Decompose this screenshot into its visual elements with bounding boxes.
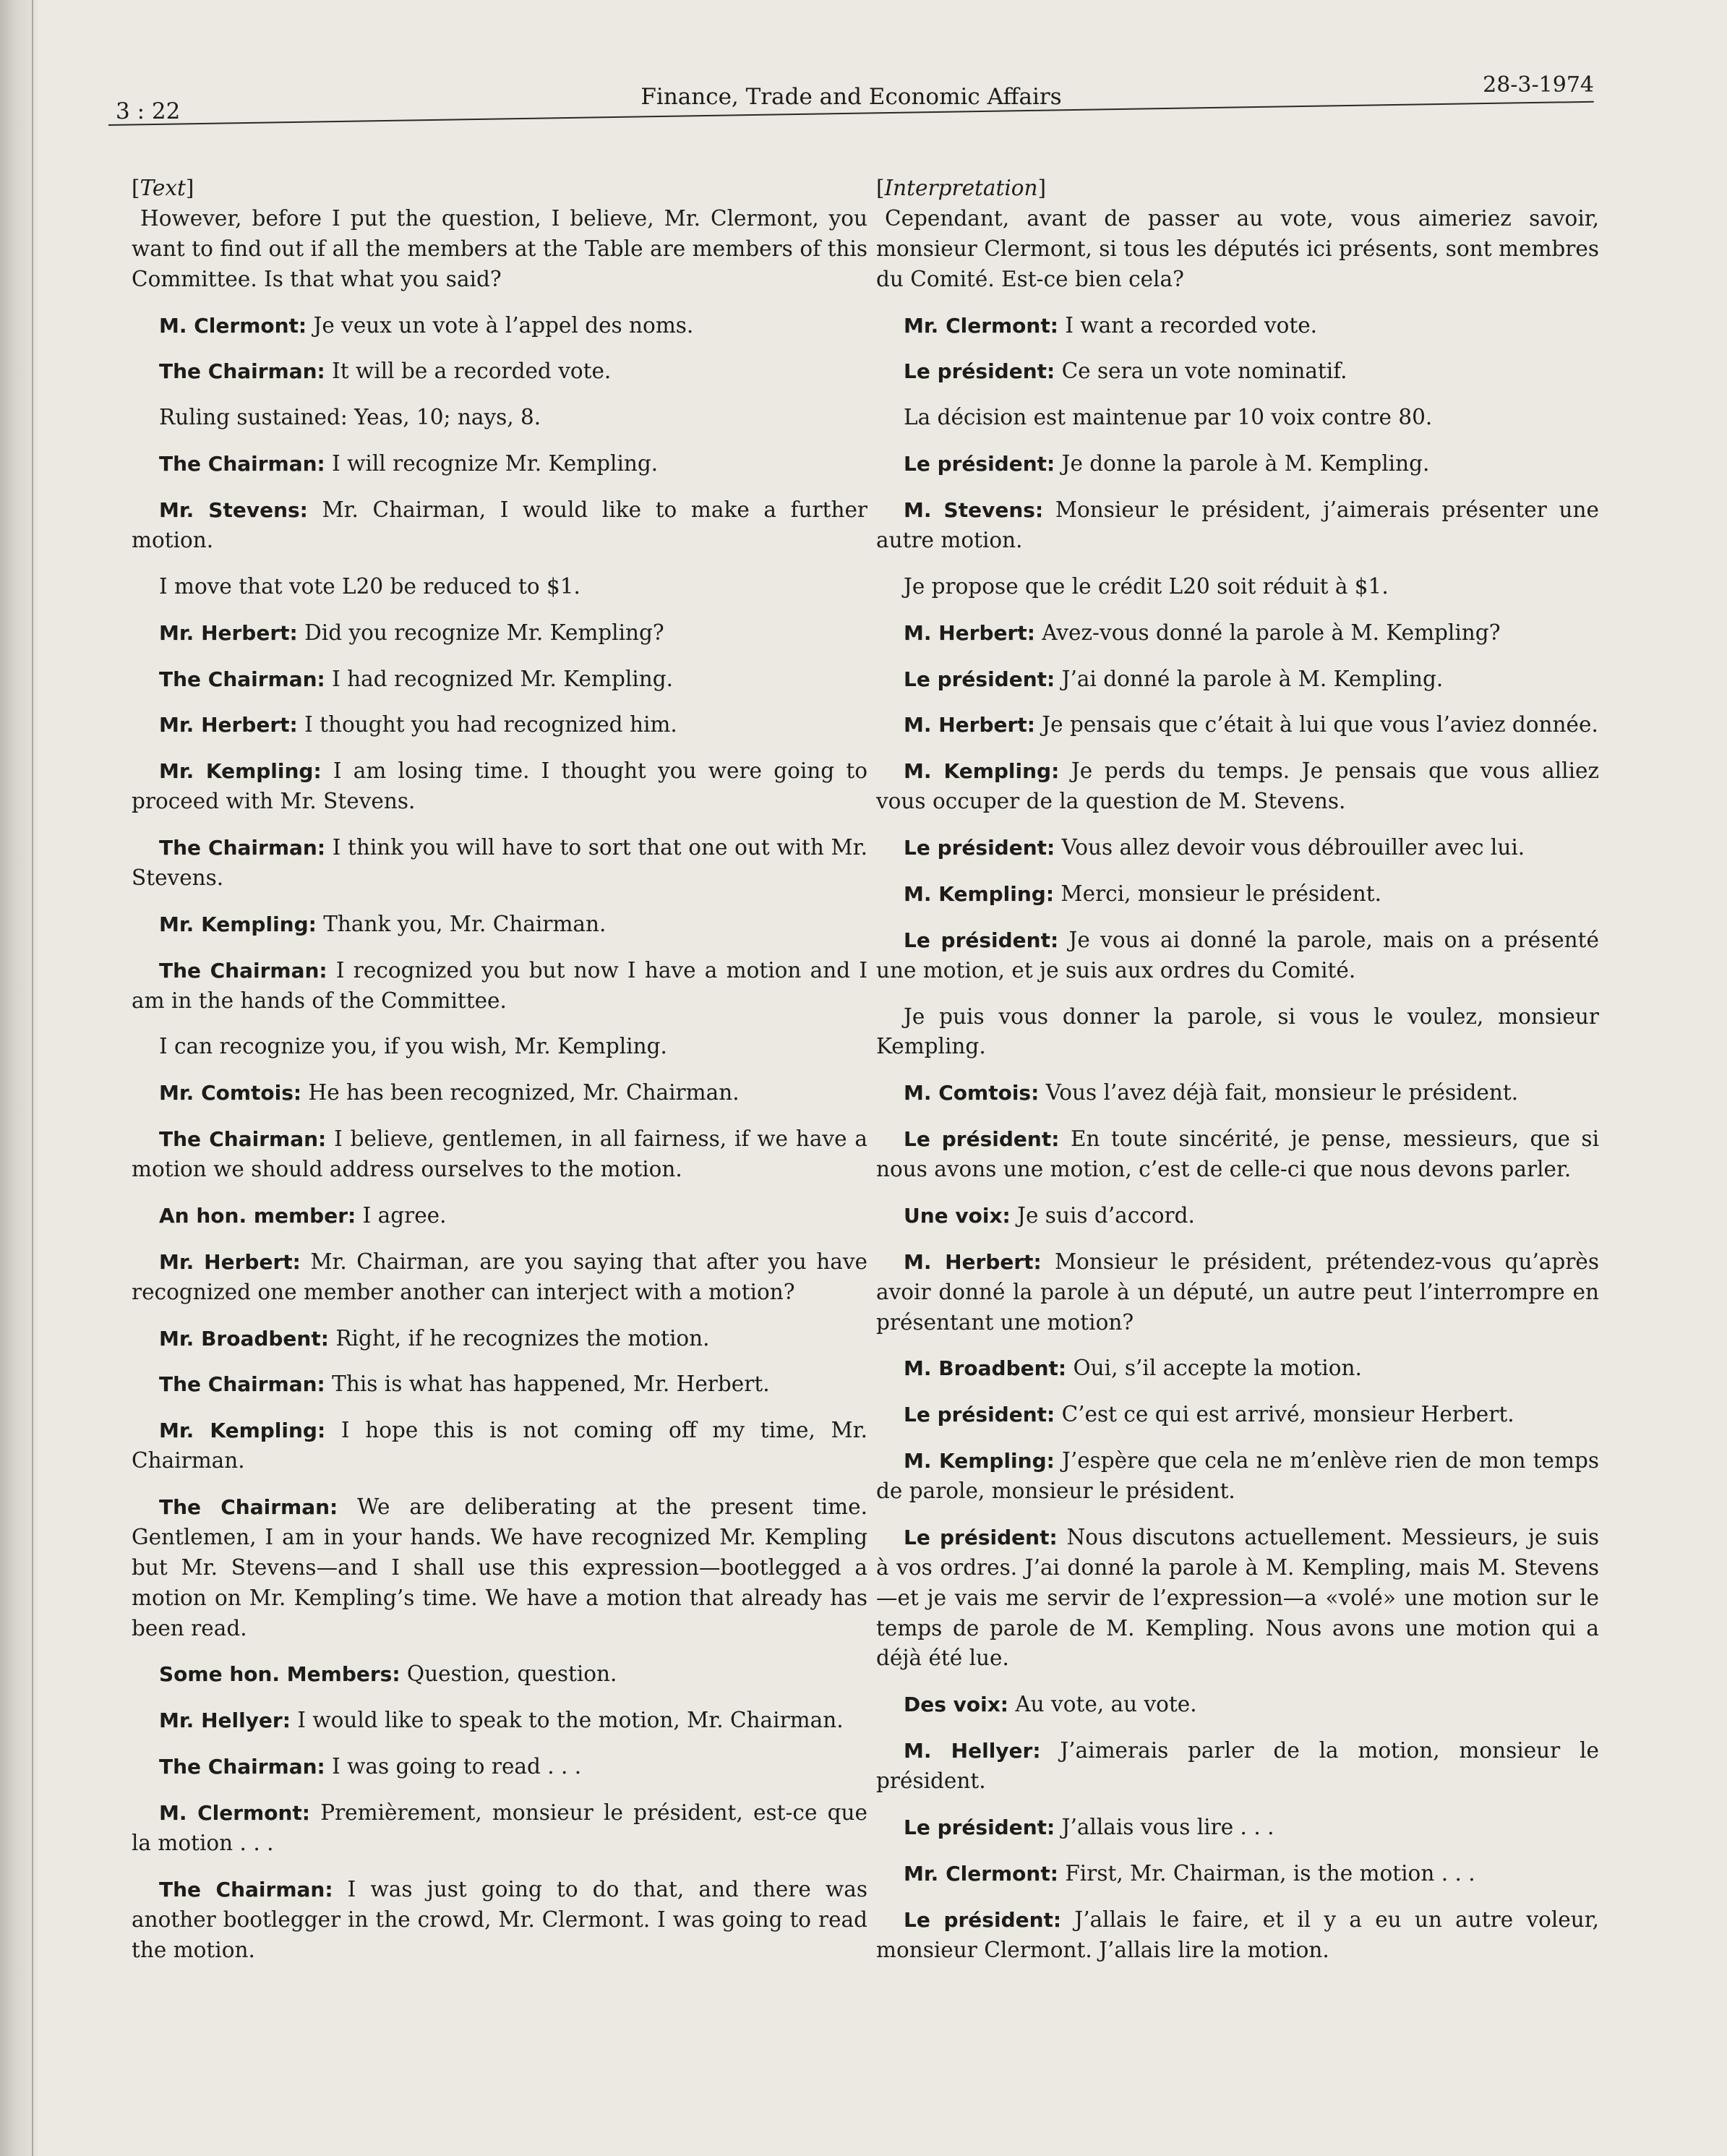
transcript-paragraph xyxy=(876,1690,1599,1720)
speaker-name: Le président: xyxy=(904,359,1055,384)
speech-text: I want a recorded vote. xyxy=(1058,312,1318,338)
speaker-name: The Chairman: xyxy=(159,836,326,860)
transcript-paragraph xyxy=(132,356,867,387)
transcript-paragraph xyxy=(132,1201,867,1231)
transcript-paragraph xyxy=(132,1369,867,1400)
speech-text: I will recognize Mr. Kempling. xyxy=(325,451,659,476)
transcript-paragraph xyxy=(132,1124,867,1185)
speech-text: I hope this is not coming off my time, Mr. Chairman. xyxy=(132,1418,867,1473)
page-date: 28-3-1974 xyxy=(1483,72,1594,98)
speaker-name: M. Clermont: xyxy=(159,313,307,338)
speech-text: I recognized you but now I have a motion and I am in the hands of the Committee. xyxy=(132,957,867,1013)
transcript-paragraph xyxy=(876,356,1599,387)
speaker-name: The Chairman: xyxy=(159,1127,327,1152)
speaker-name: Mr. Herbert: xyxy=(159,620,298,645)
speaker-name: Des voix: xyxy=(904,1693,1008,1717)
transcript-paragraph xyxy=(876,618,1599,649)
section-label-text: [ Text ] xyxy=(132,174,867,204)
speech-text: J’ai donné la parole à M. Kempling. xyxy=(1055,666,1444,691)
speaker-name: M. Broadbent: xyxy=(904,1356,1067,1381)
transcript-paragraph xyxy=(876,572,1599,602)
speech-text: First, Mr. Chairman, is the motion . . . xyxy=(1058,1860,1475,1886)
transcript-paragraph xyxy=(876,879,1599,910)
transcript-paragraph xyxy=(876,311,1599,341)
speaker-name: M. Kempling: xyxy=(904,1449,1055,1473)
speaker-name: M. Stevens: xyxy=(904,498,1044,522)
speaker-name: The Chairman: xyxy=(159,1495,338,1519)
speaker-name: Mr. Herbert: xyxy=(159,713,298,737)
transcript-paragraph xyxy=(132,1659,867,1690)
speaker-name: Mr. Kempling: xyxy=(159,912,317,936)
speaker-name: An hon. member: xyxy=(159,1203,356,1228)
transcript-paragraph xyxy=(132,1875,867,1966)
right-paragraphs xyxy=(876,204,1599,1966)
speaker-name: The Chairman: xyxy=(159,1372,325,1397)
transcript-paragraph xyxy=(876,710,1599,740)
speaker-name: Le président: xyxy=(904,452,1055,476)
speech-text: Ruling sustained: Yeas, 10; nays, 8. xyxy=(159,405,541,430)
transcript-paragraph xyxy=(132,710,867,740)
speaker-name: Le président: xyxy=(904,1907,1062,1932)
speech-text: Nous discutons actuellement. Messieurs, je suis à vos ordres. J’ai donné la parole à M. Kempling, mais M. Stevens—et je vais me servir de l’expression—a «volé» une motion sur le temps de parole de M. Kempling. Nous avons une motion qui a déjà été lue. xyxy=(876,1524,1600,1671)
transcript-paragraph xyxy=(132,495,867,556)
speaker-name: Le président: xyxy=(904,1403,1055,1427)
transcript-paragraph xyxy=(876,1446,1599,1507)
transcript-paragraph xyxy=(876,1736,1599,1797)
transcript-paragraph xyxy=(132,833,867,894)
transcript-paragraph xyxy=(876,403,1599,433)
speaker-name: Some hon. Members: xyxy=(159,1662,400,1687)
speaker-name: M. Kempling: xyxy=(904,759,1060,784)
transcript-paragraph xyxy=(132,1078,867,1108)
transcript-paragraph xyxy=(876,925,1599,986)
speaker-name: Mr. Clermont: xyxy=(904,313,1058,338)
speech-text: I move that vote L20 be reduced to $1. xyxy=(159,573,580,599)
speaker-name: Le président: xyxy=(904,1815,1055,1839)
speaker-name: Mr. Stevens: xyxy=(159,498,308,522)
transcript-paragraph xyxy=(132,1032,867,1062)
transcript-paragraph xyxy=(876,1124,1599,1185)
speech-text: He has been recognized, Mr. Chairman. xyxy=(301,1080,740,1105)
speaker-name: Le président: xyxy=(904,928,1059,952)
transcript-paragraph xyxy=(132,910,867,940)
right-column xyxy=(876,174,1599,1981)
speech-text: Cependant, avant de passer au vote, vous aimeriez savoir, monsieur Clermont, si tous les députés ici présents, sont membres du Comité. Est-ce bien cela? xyxy=(876,205,1599,291)
section-label-interpretation: [ Interpretation ] xyxy=(876,174,1599,204)
speech-text: Mr. Chairman, are you saying that after you have recognized one member another can interject with a motion? xyxy=(132,1249,867,1304)
speaker-name: The Chairman: xyxy=(159,452,325,476)
transcript-paragraph xyxy=(132,572,867,602)
transcript-paragraph xyxy=(876,449,1599,479)
speaker-name: M. Kempling: xyxy=(904,881,1055,906)
speaker-name: Mr. Comtois: xyxy=(159,1081,302,1105)
speaker-name: M. Herbert: xyxy=(904,620,1035,645)
transcript-paragraph xyxy=(876,1247,1599,1338)
speech-text: Vous l’avez déjà fait, monsieur le président. xyxy=(1039,1080,1519,1105)
transcript-paragraph xyxy=(876,1353,1599,1384)
speech-text: Je puis vous donner la parole, si vous le voulez, monsieur Kempling. xyxy=(876,1004,1599,1059)
speaker-name: The Chairman: xyxy=(159,359,325,384)
speech-text: Thank you, Mr. Chairman. xyxy=(316,911,607,936)
speech-text: I would like to speak to the motion, Mr. Chairman. xyxy=(290,1708,844,1733)
speech-text: Right, if he recognizes the motion. xyxy=(328,1325,710,1351)
speaker-name: Mr. Kempling: xyxy=(159,759,322,784)
speech-text: Merci, monsieur le président. xyxy=(1054,881,1381,906)
page-number: 3 : 22 xyxy=(116,98,181,124)
transcript-paragraph xyxy=(876,664,1599,695)
transcript-paragraph xyxy=(132,1752,867,1782)
speaker-name: Mr. Hellyer: xyxy=(159,1708,291,1733)
speech-text: I was going to read . . . xyxy=(325,1754,582,1779)
transcript-paragraph xyxy=(132,956,867,1017)
speaker-name: M. Hellyer: xyxy=(904,1739,1041,1763)
transcript-paragraph xyxy=(876,833,1599,863)
speech-text: J’aimerais parler de la motion, monsieur le président. xyxy=(876,1738,1599,1793)
speech-text: Did you recognize Mr. Kempling? xyxy=(297,620,664,645)
speaker-name: The Chairman: xyxy=(159,958,327,983)
speaker-name: Mr. Kempling: xyxy=(159,1419,326,1443)
speech-text: We are deliberating at the present time. Gentlemen, I am in your hands. We have recognized Mr. Kempling but Mr. Stevens—and I shall use this expression—bootlegged a motion on Mr. Kempling’s time. We have a motion that already has been read. xyxy=(132,1494,867,1640)
speaker-name: The Chairman: xyxy=(159,667,325,691)
speech-text: I had recognized Mr. Kempling. xyxy=(325,666,673,691)
left-column xyxy=(132,174,867,1981)
transcript-paragraph xyxy=(132,664,867,695)
speech-text: Oui, s’il accepte la motion. xyxy=(1066,1356,1362,1381)
transcript-paragraph xyxy=(876,756,1599,817)
transcript-paragraph xyxy=(132,618,867,649)
transcript-paragraph xyxy=(132,403,867,433)
speech-text: This is what has happened, Mr. Herbert. xyxy=(325,1372,770,1397)
speech-text: I was just going to do that, and there was another bootlegger in the crowd, Mr. Clermont. I was going to read the motion. xyxy=(132,1876,867,1962)
speech-text: J’allais le faire, et il y a eu un autre voleur, monsieur Clermont. J’allais lire la motion. xyxy=(876,1907,1599,1962)
transcript-paragraph xyxy=(876,204,1599,295)
speech-text: Premièrement, monsieur le président, est-ce que la motion . . . xyxy=(132,1800,867,1855)
speech-text: C’est ce qui est arrivé, monsieur Herbert. xyxy=(1055,1402,1514,1427)
transcript-paragraph xyxy=(132,1324,867,1354)
speech-text: Je suis d’accord. xyxy=(1010,1202,1195,1228)
transcript-paragraph xyxy=(132,449,867,479)
speech-text: Je pensais que c’était à lui que vous l’aviez donnée. xyxy=(1034,712,1598,737)
speech-text: Je vous ai donné la parole, mais on a présenté une motion, et je suis aux ordres du Comité. xyxy=(876,927,1599,983)
speech-text: Monsieur le président, prétendez-vous qu’après avoir donné la parole à un député, un autre peut l’interrompre en présentant une motion? xyxy=(876,1249,1600,1335)
transcript-paragraph xyxy=(132,311,867,341)
transcript-paragraph xyxy=(876,1905,1599,1966)
speech-text: Je perds du temps. Je pensais que vous alliez vous occuper de la question de M. Stevens. xyxy=(876,758,1599,814)
speech-text: Vous allez devoir vous débrouiller avec lui. xyxy=(1055,835,1525,860)
speech-text: Ce sera un vote nominatif. xyxy=(1055,359,1347,384)
speech-text: I agree. xyxy=(356,1202,447,1228)
speaker-name: M. Herbert: xyxy=(904,1249,1042,1274)
page-title: Finance, Trade and Economic Affairs xyxy=(640,84,1062,110)
speech-text: I am losing time. I thought you were going to proceed with Mr. Stevens. xyxy=(132,758,867,814)
speech-text: Avez-vous donné la parole à M. Kempling? xyxy=(1034,620,1501,645)
speech-text: Je donne la parole à M. Kempling. xyxy=(1055,451,1430,476)
transcript-paragraph xyxy=(132,204,867,295)
speaker-name: Mr. Clermont: xyxy=(904,1861,1058,1886)
left-paragraphs xyxy=(132,204,867,1966)
transcript-paragraph xyxy=(876,1078,1599,1108)
transcript-paragraph xyxy=(876,1400,1599,1430)
speech-text: Monsieur le président, j’aimerais présenter une autre motion. xyxy=(876,497,1599,552)
speech-text: J’allais vous lire . . . xyxy=(1055,1814,1274,1839)
speech-text: I think you will have to sort that one out with Mr. Stevens. xyxy=(132,835,867,890)
speech-text: Mr. Chairman, I would like to make a further motion. xyxy=(132,497,868,552)
transcript-paragraph xyxy=(876,1002,1599,1063)
speaker-name: M. Herbert: xyxy=(904,713,1035,737)
speech-text: I believe, gentlemen, in all fairness, if we have a motion we should address ourselves to the motion. xyxy=(132,1126,867,1181)
transcript-paragraph xyxy=(132,1247,867,1308)
transcript-paragraph xyxy=(132,1798,867,1859)
speaker-name: The Chairman: xyxy=(159,1877,333,1902)
speaker-name: M. Clermont: xyxy=(159,1801,310,1825)
speech-text: La décision est maintenue par 10 voix contre 80. xyxy=(904,405,1433,430)
speech-text: En toute sincérité, je pense, messieurs, que si nous avons une motion, c’est de celle-ci que nous devons parler. xyxy=(876,1126,1600,1181)
speech-text: Au vote, au vote. xyxy=(1008,1692,1197,1717)
speech-text: However, before I put the question, I believe, Mr. Clermont, you want to find out if all the members at the Table are members of this Committee. Is that what you said? xyxy=(132,205,867,291)
transcript-paragraph xyxy=(876,1859,1599,1889)
speaker-name: Le président: xyxy=(904,1127,1060,1152)
transcript-paragraph xyxy=(132,1492,867,1643)
speech-text: I can recognize you, if you wish, Mr. Kempling. xyxy=(159,1034,667,1059)
transcript-paragraph xyxy=(876,1523,1599,1674)
speaker-name: Le président: xyxy=(904,1525,1058,1549)
transcript-paragraph xyxy=(876,1813,1599,1843)
speaker-name: Le président: xyxy=(904,667,1055,691)
speech-text: Je veux un vote à l’appel des noms. xyxy=(307,312,694,338)
transcript-paragraph xyxy=(132,1416,867,1476)
transcript-paragraph xyxy=(876,1201,1599,1231)
speaker-name: The Chairman: xyxy=(159,1755,325,1779)
speaker-name: Le président: xyxy=(904,836,1055,860)
page-header xyxy=(108,72,1594,130)
speech-text: Je propose que le crédit L20 soit réduit à $1. xyxy=(904,573,1389,599)
speaker-name: Mr. Herbert: xyxy=(159,1249,301,1274)
speech-text: It will be a recorded vote. xyxy=(325,359,612,384)
speaker-name: Mr. Broadbent: xyxy=(159,1326,329,1351)
page-binding-edge xyxy=(0,0,38,2156)
transcript-paragraph xyxy=(132,756,867,817)
speaker-name: M. Comtois: xyxy=(904,1081,1040,1105)
transcript-paragraph xyxy=(132,1706,867,1736)
speech-text: J’espère que cela ne m’enlève rien de mon temps de parole, monsieur le président. xyxy=(876,1448,1600,1503)
speaker-name: Une voix: xyxy=(904,1203,1011,1228)
transcript-paragraph xyxy=(876,495,1599,556)
speech-text: Question, question. xyxy=(400,1661,617,1687)
speech-text: I thought you had recognized him. xyxy=(297,712,677,737)
